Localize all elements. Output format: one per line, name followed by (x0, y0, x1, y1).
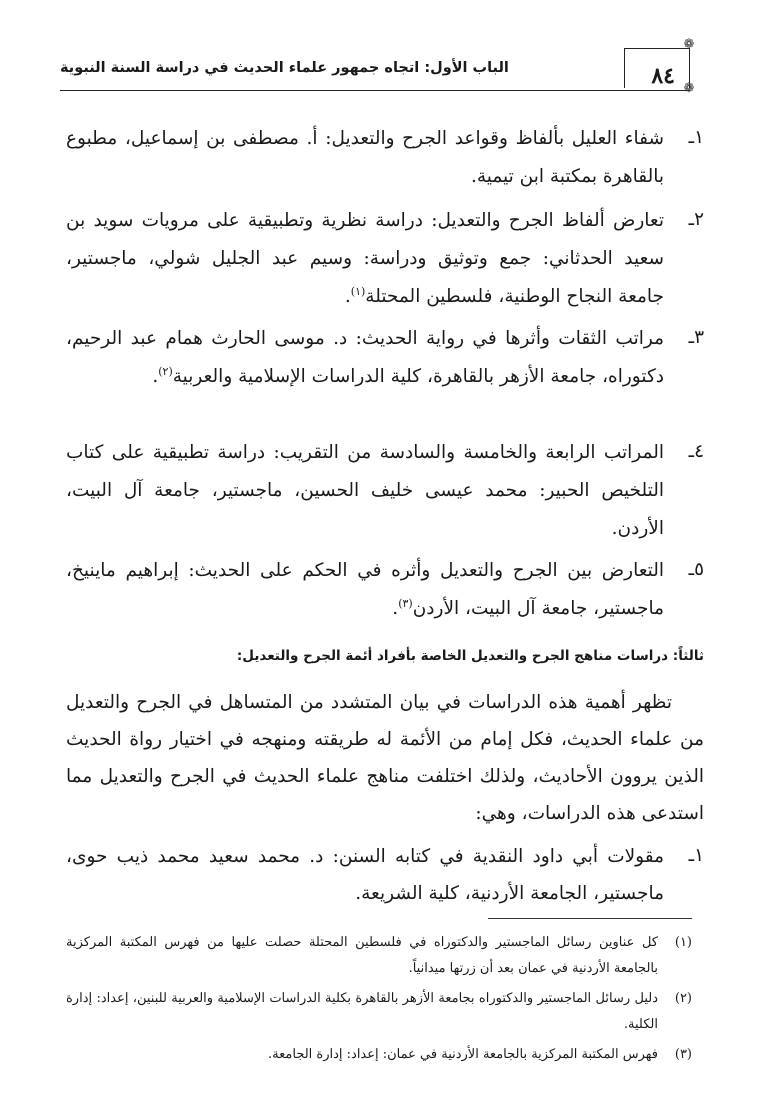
header-rule (60, 90, 690, 91)
list-item (66, 434, 704, 548)
footnote-ref[interactable]: (١) (350, 284, 366, 298)
list-item (66, 202, 704, 316)
list-item (66, 320, 704, 396)
floral-ornament-icon: ❁ (683, 81, 695, 96)
list-item-number: ٤ـ (688, 441, 704, 462)
list-item-text (66, 320, 664, 396)
floral-ornament-icon: ❁ (683, 37, 695, 52)
list-item-text: شفاء العليل بألفاظ وقواعد الجرح والتعديل: أ. مصطفى بن إسماعيل، مطبوع بالقاهرة بمكتبة ابن تيمية. (66, 128, 664, 187)
footnote-text: كل عناوين رسائل الماجستير والدكتوراه في فلسطين المحتلة حصلت عليها من فهرس المكتبة المركزية بالجامعة الأردنية في عمان بعد أن زرتها ميدانياً. (66, 935, 658, 976)
footnote (66, 930, 692, 982)
list-item-number: ٢ـ (688, 209, 704, 230)
footnote-text: دليل رسائل الماجستير والدكتوراه بجامعة الأزهر بالقاهرة بكلية الدراسات الإسلامية والعربية للبنين، إعداد: إدارة الكلية. (66, 991, 658, 1032)
list-item-number: ١ـ (688, 127, 704, 148)
list-item-number: ٥ـ (688, 559, 704, 580)
list-item (66, 120, 704, 196)
footnotes (66, 930, 692, 1072)
footnote-marker: (٢) (674, 991, 692, 1006)
footnote (66, 986, 692, 1038)
list-item-tail: . (152, 366, 159, 387)
list-item-number: ٣ـ (688, 327, 704, 348)
list-item-text (66, 552, 664, 628)
list-item-text: المراتب الرابعة والخامسة والسادسة من التقريب: دراسة تطبيقية على كتاب التلخيص الحبير: محمد عيسى خليف الحسين، ماجستير، جامعة آل البيت، الأردن. (66, 442, 664, 539)
list-item-text (66, 202, 664, 316)
section-heading: ثالثاً: دراسات مناهج الجرح والتعديل الخاصة بأفراد أئمة الجرح والتعديل: (236, 648, 704, 664)
list-item-tail: . (392, 598, 399, 619)
list-item-body: التعارض بين الجرح والتعديل وأثره في الحكم على الحديث: إبراهيم ماينيخ، ماجستير، جامعة آل البيت، الأردن (66, 560, 664, 619)
list-item-number: ١ـ (688, 845, 704, 866)
list-item-body: تعارض ألفاظ الجرح والتعديل: دراسة نظرية وتطبيقية على مرويات سويد بن سعيد الحدثاني: جمع وتوثيق ودراسة: وسيم عبد الجليل شولي، ماجستير، جامعة النجاح الوطنية، فلسطين المحتلة (66, 210, 664, 307)
body-paragraph: تظهر أهمية هذه الدراسات في بيان المتشدد من المتساهل في الجرح والتعديل من علماء الحديث، فكل إمام من الأئمة له طريقته ومنهجه في اختيار رواة الحديث الذين يروون الأحاديث، ولذلك اختلفت مناهج علماء الحديث في الجرح والتعديل مما استدعى هذه الدراسات، وهي: (66, 692, 704, 824)
list-item (66, 552, 704, 628)
list-item-tail: . (344, 286, 351, 307)
list-item-text: مقولات أبي داود النقدية في كتابه السنن: د. محمد سعيد محمد ذيب حوى، ماجستير، الجامعة الأردنية، كلية الشريعة. (66, 846, 664, 904)
footnote-text: فهرس المكتبة المركزية بالجامعة الأردنية في عمان: إعداد: إدارة الجامعة. (268, 1047, 658, 1062)
page-number-box (624, 48, 690, 88)
page-header (60, 37, 695, 96)
page-number: ٨٤ (651, 63, 675, 89)
footnote-divider (488, 918, 692, 919)
footnote-marker: (١) (674, 935, 692, 950)
list-item (66, 838, 704, 912)
footnote-ref[interactable]: (٢) (158, 364, 173, 378)
footnote-ref[interactable]: (٣) (398, 596, 413, 610)
footnote-marker: (٣) (674, 1047, 692, 1062)
list-item-body: مراتب الثقات وأثرها في رواية الحديث: د. موسى الحارث همام عبد الرحيم، دكتوراه، جامعة الأزهر بالقاهرة، كلية الدراسات الإسلامية والعربية (66, 328, 664, 387)
footnote (66, 1042, 692, 1068)
running-title: الباب الأول: اتجاه جمهور علماء الحديث في دراسة السنة النبوية (60, 60, 509, 76)
